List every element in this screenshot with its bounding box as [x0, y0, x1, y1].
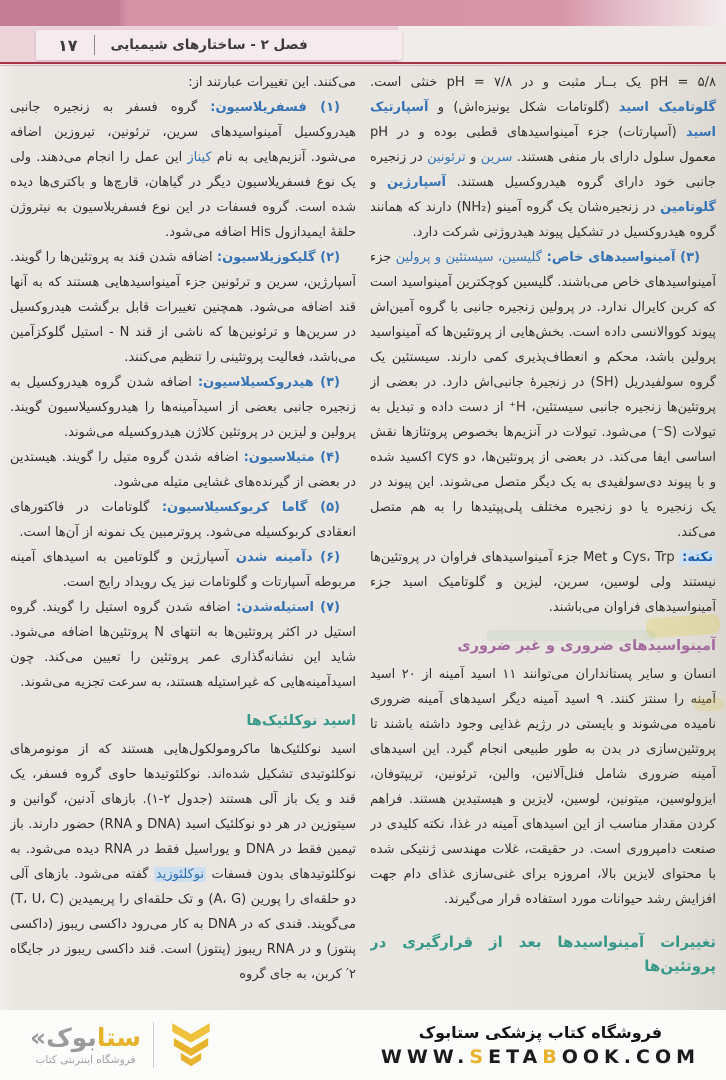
page-content — [10, 70, 716, 1010]
header-rule-light — [0, 65, 726, 66]
body-paragraph-continuation: می‌کنند. این تغییرات عبارتند از: — [188, 75, 356, 90]
list-item-gamma-carboxylation: (۵) گاما کربوکسیلاسیون: گلوتامات در فاکتورهای انعقادی کربوکسیله می‌شود. پروترمبین یک نمونه از آن‌ها است. — [10, 500, 356, 540]
page-number: ۱۷ — [58, 35, 78, 55]
logo-wordmark: « بوک ستا — [30, 1022, 142, 1052]
chapter-title: فصل ۲ - ساختارهای شیمیایی — [110, 37, 308, 53]
header-divider — [94, 35, 95, 55]
body-paragraph-special-amino-acids: (۳) آمینواسیدهای خاص: گلیسین، سیستئین و پرولین جزء آمینواسیدهای خاص می‌باشند. گلیسین کوچکترین آمینواسید است که کربن کایرال ندارد. در پرولین زنجیره جانبی با گروه آمین‌اش پیوند کووالانسی داده است. بخش‌هایی از پروتئین‌ها که آمینواسید پرولین باشد، محکم و انعطاف‌پذیری کمی دارند. سیستئین یک گروه سولفیدریل (SH) در زنجیرهٔ جانبی‌اش دارد. در بعضی از پروتئین‌ها زنجیره جانبی سیستئین، H⁺ از دست داده و تبدیل به تیولات (S⁻) می‌شود. تیولات در آنزیم‌ها بخصوص پروتئازها نقش اساسی ایفا می‌کند. در بعضی از پروتئین‌ها، دو cys اکسید شده و با پیوند دی‌سولفیدی به یک دیگر متصل می‌شوند. این پیوند در یک زنجیره یا دو زنجیره مختلف پلی‌پپتیدها را به هم متصل می‌کند. — [370, 250, 716, 540]
page-header — [36, 30, 402, 60]
column-right — [370, 70, 716, 1010]
page-top-pink-band — [0, 0, 726, 26]
list-item-hydroxylation: (۳) هیدروکسیلاسیون: اضافه شدن گروه هیدروکسیل به زنجیره جانبی بعضی از اسیدآمینه‌ها را هیدروکسیلاسیون گویند. پرولین و لیزین در پروتئین کلاژن هیدروکسیله می‌شوند. — [10, 375, 356, 440]
logo-divider — [153, 1022, 154, 1068]
column-left — [10, 70, 356, 1010]
body-paragraph-essential: انسان و سایر پستانداران می‌توانند ۱۱ اسید آمینه از ۲۰ اسید آمینه را سنتز کنند. ۹ اسید آمینه دیگر اسیدهای آمینه ضروری نامیده می‌شوند و بایستی در رژیم غذایی وجود داشته باشند تا پروتئین‌سازی در بدن به طور طبیعی انجام گیرد. این اسیدهای آمینه ضروری شامل فنل‌آلانین، والین، ترئونین، تریپتوفان، ایزولوسین، میتونین، لوسین، لایزین و هیستیدین هستند. فراهم کردن مقدار مناسب از این اسیدهای آمینه در غذا، نکته کلیدی در صنعت دامپروری است. در حقیقت، غلات مهندسی ژنتیکی شده با محتوای لایزین بالا، امروزه برای غنی‌سازی غذای دام جهت افزایش رشد حیوانات مورد استفاده قرار می‌گیرند. — [370, 667, 716, 907]
body-paragraph: pH = ۵/۸ یک بــار مثبت و در pH = ۷/۸ خنثی است. گلوتامیک اسید (گلوتامات شکل یونیزه‌اش) و آسپارتیک اسید (آسپارتات) جزء آمینواسیدهای قطبی بوده و در pH معمول سلول دارای بار منفی هستند. سرین و ترئونین در زنجیره جانبی خود دارای گروه هیدروکسیل هستند. آسپارژین و گلوتامین در زنجیره‌شان یک گروه آمینو (NH₂) دارند که همانند گروه هیدروکسیل در تشکیل پیوند هیدروژنی شرکت دارد. — [370, 75, 716, 240]
list-item-glycosylation: (۲) گلیکوزیلاسیون: اضافه شدن قند به پروتئین‌ها را گویند. آسپارژین، سرین و ترئونین جزء آمینواسیدهایی هستند که به آنها قند اضافه می‌شود. همچنین تغییرات قابل برگشت هیدروکسیل در سرین‌ها و ترئونین‌ها که ناشی از قند N - استیل گلوکزآمین می‌باشد، فعالیت پروتئینی را تنظیم می‌کنند. — [10, 250, 356, 365]
site-url: WWW.SETABOOK.COM — [380, 1045, 700, 1068]
note-paragraph: نکته: Cys، Trp و Met جزء آمینواسیدهای فراوان در پروتئین‌ها نیستند ولی لوسین، سرین، لیزین و گلوتامیک اسید جزء آمینواسیدهای فراوان می‌باشند. — [370, 550, 716, 615]
header-rule-dark — [0, 62, 726, 64]
page-top-light-subband — [398, 26, 726, 62]
list-item-phosphorylation: (۱) فسفریلاسیون: گروه فسفر به زنجیره جانبی هیدروکسیل آمینواسیدهای سرین، ترئونین، تیروزین اضافه می‌شود. آنزیم‌هایی به نام کیناز این عمل را انجام می‌دهند. ولی یک نوع فسفریلاسیون دیگر در گیاهان، قارچ‌ها و باکتری‌ها دیده شده است. گروه فسفات در این نوع فسفریلاسیون به نیتروژن حلقهٔ ایمیدازول His اضافه می‌شود. — [10, 100, 356, 240]
list-item-deamination: (۶) دآمینه شدن آسپارژین و گلوتامین به اسیدهای آمینه مربوطه آسپارتات و گلوتامات نیز یک رویداد رایج است. — [10, 550, 356, 590]
store-name: فروشگاه کتاب پزشکی ستابوک — [418, 1022, 663, 1042]
footer-text-block — [381, 1023, 700, 1068]
list-item-acetylation: (۷) استیله‌شدن: اضافه شدن گروه استیل را گویند. گروه استیل در اکثر پروتئین‌ها به انتهای N پروتئین‌ها اضافه می‌شود. شاید این نشانه‌گذاری عمر پروتئین را تعیین می‌کند. چون اسیدآمینه‌هایی که غیراستیله هستند، به سرعت تجزیه می‌شوند. — [10, 600, 356, 690]
section-heading-modifications: تغییرات آمینواسیدها بعد از قرارگیری در پروتئین‌ها — [370, 933, 716, 975]
logo-tagline: فروشگاه اینترنتی کتاب — [35, 1053, 136, 1066]
chevron-emblem-icon — [166, 1019, 216, 1071]
setabook-logo — [30, 1019, 216, 1071]
section-heading-nucleic-acids: اسید نوکلئیک‌ها — [246, 713, 356, 729]
logo-wordmark-block — [30, 1022, 142, 1066]
body-paragraph-nucleic-acids: اسید نوکلئیک‌ها ماکرومولکول‌هایی هستند که از مونومرهای نوکلئوتیدی تشکیل شده‌اند. نوکلئوتیدها حاوی گروه فسفر، یک قند و یک باز آلی هستند (جدول ۲-۱). بازهای آدنین، گوانین و سیتوزین در هر دو نوکلئیک اسید (DNA و RNA) حضور دارند. باز تیمین فقط در DNA و یوراسیل فقط در RNA دیده می‌شود. به نوکلئوتیدهای بدون فسفات نوکلئوزید گفته می‌شود. بازهای آلی دو حلقه‌ای را پورین (A، G) و تک حلقه‌ای را پریمیدین (T، U، C) می‌گویند. قندی که در DNA به کار می‌رود داکسی ریبوز (داکسی پنتوز) و در RNA ریبوز (پنتوز) است. قند داکسی ریبوز در جایگاه ۲′ کربن، به جای گروه — [10, 742, 356, 982]
footer-banner — [0, 1010, 726, 1080]
section-heading-essential-amino-acids: آمینواسیدهای ضروری و غیر ضروری — [457, 638, 716, 654]
list-item-methylation: (۴) متیلاسیون: اضافه شدن گروه متیل را گویند. هیستدین در بعضی از گیرنده‌های غشایی متیله می‌شود. — [10, 450, 356, 490]
